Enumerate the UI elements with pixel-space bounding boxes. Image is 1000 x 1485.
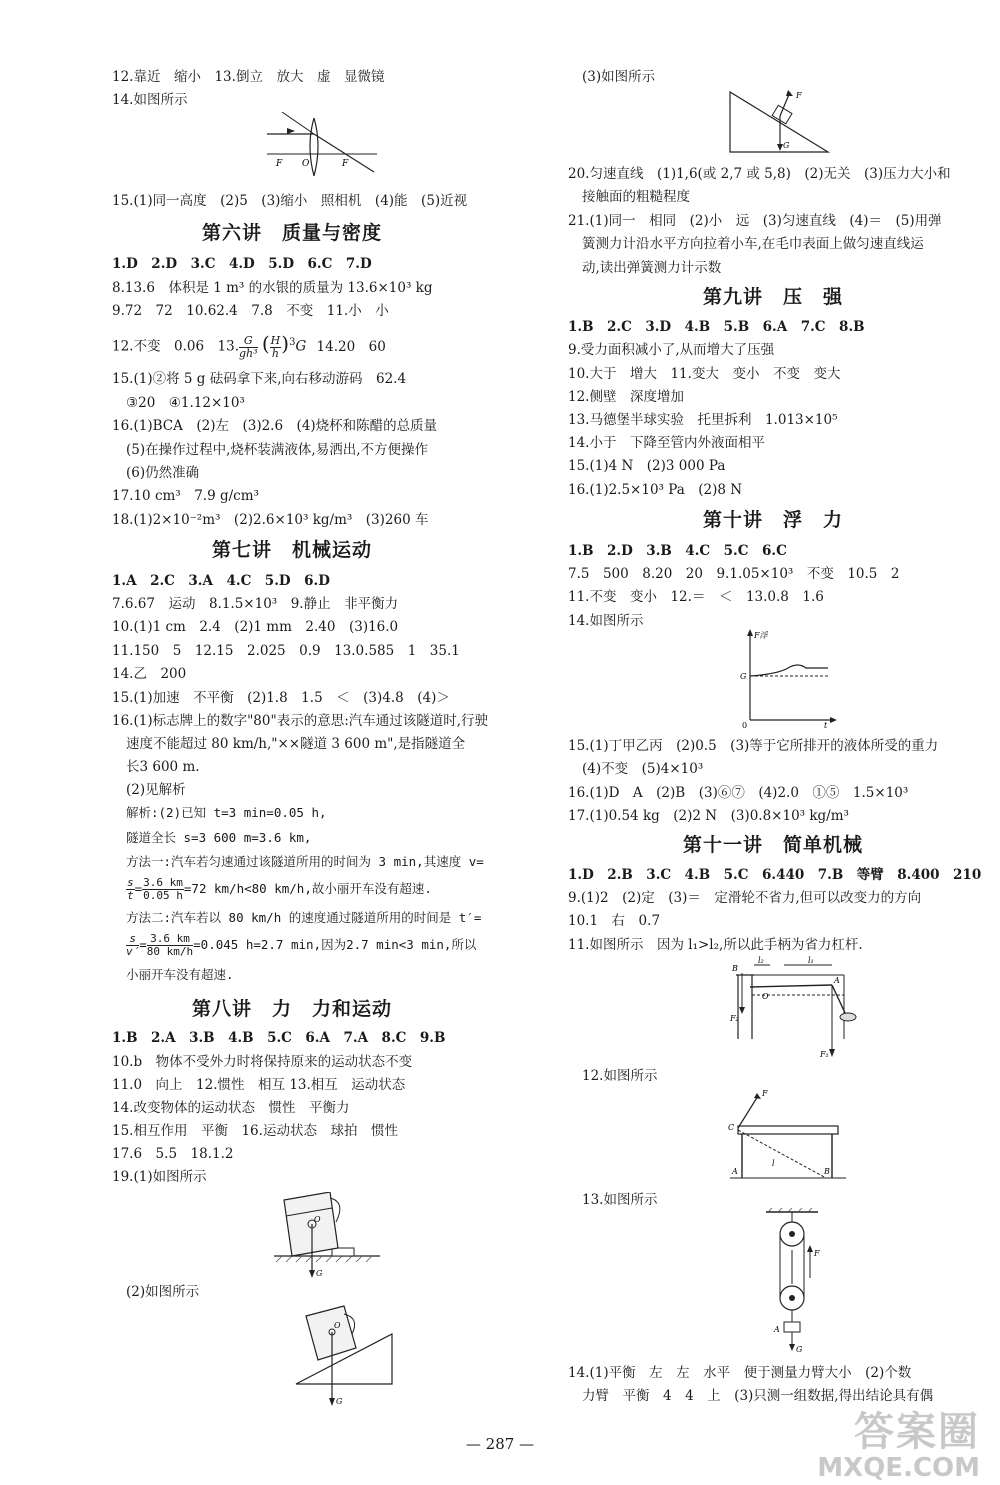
answer-line: (6)仍然准确: [126, 465, 200, 481]
force-label: F: [796, 91, 802, 100]
force-label: F₁: [820, 1050, 829, 1059]
answer-line: 11.0 向上 12.惯性 相互 13.相互 运动状态: [112, 1077, 406, 1093]
gravity-label: G: [336, 1397, 343, 1406]
arm-label: l: [772, 1159, 775, 1168]
point-label: A: [774, 1325, 780, 1334]
answer-line: (3)如图所示: [582, 69, 656, 85]
section-heading: 第九讲 压 强: [702, 286, 843, 308]
answer-line: 10.1 右 0.7: [568, 913, 661, 929]
section-heading: 第十讲 浮 力: [702, 509, 843, 531]
answer-line: 簧测力计沿水平方向拉着小车,在毛巾表面上做匀速直线运: [582, 236, 924, 252]
incline-force-diagram: [728, 88, 838, 156]
answer-line: 12.如图所示: [582, 1068, 658, 1084]
answer-line: 16.(1)BCA (2)左 (3)2.6 (4)烧杯和陈醋的总质量: [112, 418, 438, 434]
answer-line: (4)不变 (5)4×10³: [582, 761, 704, 777]
section-heading: 第六讲 质量与密度: [201, 222, 382, 244]
section-heading: 第十一讲 简单机械: [682, 834, 863, 856]
answer-line: 15.相互作用 平衡 16.运动状态 球拍 惯性: [112, 1123, 398, 1139]
y-axis-label: F浮: [754, 631, 768, 640]
answer-line: 15.(1)4 N (2)3 000 Pa: [568, 458, 726, 474]
solution-line: 隧道全长 s=3 600 m=3.6 km,: [126, 830, 312, 845]
point-label: A: [834, 976, 840, 985]
answer-line: 13.如图所示: [582, 1192, 658, 1208]
answer-line: 速度不能超过 80 km/h,"××隧道 3 600 m",是指隧道全: [126, 736, 466, 752]
answer-line: 1.B 2.A 3.B 4.B 5.C 6.A 7.A 8.C 9.B: [112, 1030, 446, 1046]
answer-line: 15.(1)同一高度 (2)5 (3)缩小 照相机 (4)能 (5)近视: [112, 193, 468, 209]
watermark: [817, 1400, 980, 1483]
answer-line: 15.(1)②将 5 g 砝码拿下来,向右移动游码 62.4: [112, 371, 407, 387]
watermark-url: MXQE.COM: [817, 1453, 980, 1483]
answer-line: 14.小于 下降至管内外液面相平: [568, 435, 765, 451]
arm-label: l₁: [808, 956, 814, 965]
answer-line: 18.(1)2×10⁻²m³ (2)2.6×10³ kg/m³ (3)260 车: [112, 512, 429, 528]
lever-handle-diagram: [728, 955, 858, 1060]
force-label: F₂: [730, 1014, 739, 1023]
gravity-label: G: [783, 141, 790, 150]
solution-line: 方法二:汽车若以 80 km/h 的速度通过隧道所用的时间是 t′=: [126, 910, 482, 925]
answer-line: 动,读出弹簧测力计示数: [582, 260, 722, 276]
answer-line: 1.B 2.C 3.D 4.B 5.B 6.A 7.C 8.B: [568, 319, 865, 335]
answer-line: 10.(1)1 cm 2.4 (2)1 mm 2.40 (3)16.0: [112, 619, 399, 635]
gravity-label: G: [796, 1345, 803, 1354]
answer-line: (5)在操作过程中,烧杯装满液体,易洒出,不方便操作: [126, 442, 428, 458]
answer-line: 17.10 cm³ 7.9 g/cm³: [112, 488, 259, 504]
answer-line: 14.如图所示: [112, 92, 188, 108]
answer-line: 19.(1)如图所示: [112, 1169, 207, 1185]
x-axis-label: t: [824, 721, 828, 728]
pulley-system-diagram: [762, 1208, 842, 1356]
answer-line: 9.(1)2 (2)定 (3)＝ 定滑轮不省力,但可以改变力的方向: [568, 890, 922, 906]
answer-line: 11.不变 变小 12.＝ ＜ 13.0.8 1.6: [568, 589, 824, 605]
center-label: O: [314, 1215, 321, 1224]
answer-line: 16.(1)D A (2)B (3)⑥⑦ (4)2.0 ①⑤ 1.5×10³: [568, 785, 909, 801]
gravity-label: G: [740, 672, 747, 681]
lens-diagram: [262, 112, 382, 180]
answer-line: 16.(1)标志牌上的数字"80"表示的意思:汽车通过该隧道时,行驶: [112, 713, 489, 729]
solution-line: 小丽开车没有超速.: [126, 967, 234, 982]
answer-line: 9.受力面积减小了,从而增大了压强: [568, 342, 775, 358]
point-label: A: [732, 1167, 738, 1176]
answer-line: 13.马德堡半球实验 托里拆利 1.013×10⁵: [568, 412, 838, 428]
answer-line: (2)如图所示: [126, 1284, 200, 1300]
answer-line: 7.5 500 8.20 20 9.1.05×10³ 不变 10.5 2: [568, 566, 900, 582]
buoyancy-graph: [738, 628, 838, 728]
answer-line: 14.乙 200: [112, 666, 187, 682]
solution-line: 方法一:汽车若匀速通过该隧道所用的时间为 3 min,其速度 v=: [126, 854, 484, 869]
answer-line: 21.(1)同一 相同 (2)小 远 (3)匀速直线 (4)＝ (5)用弹: [568, 213, 942, 229]
section-heading: 第七讲 机械运动: [211, 539, 372, 561]
answer-line: 8.13.6 体积是 1 m³ 的水银的质量为 13.6×10³ kg: [112, 280, 433, 296]
page-number: — 287 —: [465, 1435, 535, 1453]
answer-line: 1.D 2.B 3.C 4.B 5.C 6.440 7.B 等臂 8.400 210: [568, 867, 982, 883]
answer-line: 14.改变物体的运动状态 惯性 平衡力: [112, 1100, 350, 1116]
cup-on-incline-diagram: [294, 1302, 394, 1410]
force-label: F: [762, 1089, 768, 1098]
table-lever-diagram: [728, 1086, 848, 1182]
solution-line-fraction: $\frac{s}{v'}$ = $\frac{3.6 km}{80 km/h}$ =0.045 h=2.7 min,因为2.7 min<3 min,所以: [126, 932, 477, 958]
solution-line: 解析:(2)已知 t=3 min=0.05 h,: [126, 805, 327, 820]
answer-line: 7.6.67 运动 8.1.5×10³ 9.静止 非平衡力: [112, 596, 399, 612]
answer-line: (2)见解析: [126, 782, 186, 798]
watermark-text: 答案圈: [854, 1409, 980, 1455]
answer-line-fraction: 12.不变 0.06 13. $\frac{G}{\text{gh³}}$ ( $\frac{H}{h}$ )$^3$G 14.20 60: [112, 331, 386, 360]
answer-line: 1.B 2.D 3.B 4.C 5.C 6.C: [568, 543, 787, 559]
answer-line: 16.(1)2.5×10³ Pa (2)8 N: [568, 482, 743, 498]
answer-line: 11.150 5 12.15 2.025 0.9 13.0.585 1 35.1: [112, 643, 460, 659]
answer-line: 9.72 72 10.62.4 7.8 不变 11.小 小: [112, 303, 389, 319]
answer-line: 长3 600 m.: [126, 759, 200, 775]
answer-line: 1.D 2.D 3.C 4.D 5.D 6.C 7.D: [112, 256, 372, 272]
answer-line: 1.A 2.C 3.A 4.C 5.D 6.D: [112, 573, 330, 589]
point-label: C: [728, 1123, 735, 1132]
focus-label: F: [342, 159, 349, 169]
answer-line: 15.(1)加速 不平衡 (2)1.8 1.5 ＜ (3)4.8 (4)＞: [112, 690, 450, 706]
section-heading: 第八讲 力 力和运动: [191, 998, 392, 1020]
answer-line: 10.b 物体不受外力时将保持原来的运动状态不变: [112, 1054, 413, 1070]
solution-line-fraction: $\frac{s}{t}$ = $\frac{3.6 km}{0.05 h}$ =72 km/h<80 km/h,故小丽开车没有超速.: [127, 876, 432, 902]
answer-line: 17.(1)0.54 kg (2)2 N (3)0.8×10³ kg/m³: [568, 808, 849, 824]
optic-center-label: O: [302, 159, 310, 169]
arm-label: l₂: [758, 956, 764, 965]
gravity-label: G: [316, 1269, 323, 1278]
answer-line: 力臂 平衡 4 4 上 (3)只测一组数据,得出结论具有偶: [582, 1388, 934, 1404]
answer-line: 14.如图所示: [568, 613, 644, 629]
answer-line: 接触面的粗糙程度: [582, 189, 690, 205]
answer-line: 20.匀速直线 (1)1,6(或 2,7 或 5,8) (2)无关 (3)压力大小和: [568, 166, 951, 182]
point-label: B: [824, 1167, 830, 1176]
answer-line: 10.大于 增大 11.变大 变小 不变 变大: [568, 366, 841, 382]
force-label: F: [814, 1249, 820, 1258]
answer-line: 11.如图所示 因为 l₁>l₂,所以此手柄为省力杠杆.: [568, 937, 863, 953]
answer-line: 14.(1)平衡 左 左 水平 便于测量力臂大小 (2)个数: [568, 1365, 912, 1381]
answer-line: 12.侧壁 深度增加: [568, 389, 684, 405]
cup-on-ground-diagram: [272, 1192, 382, 1282]
answer-line: ③20 ④1.12×10³: [126, 395, 245, 411]
answer-line: 17.6 5.5 18.1.2: [112, 1146, 234, 1162]
point-label: B: [732, 964, 738, 973]
answer-line: 12.靠近 缩小 13.倒立 放大 虚 显微镜: [112, 69, 385, 85]
answer-line: 15.(1)丁甲乙丙 (2)0.5 (3)等于它所排开的液体所受的重力: [568, 738, 939, 754]
focus-label: F: [276, 159, 283, 169]
origin-label: 0: [742, 721, 748, 728]
pivot-label: O: [762, 992, 769, 1001]
center-label: O: [334, 1321, 341, 1330]
